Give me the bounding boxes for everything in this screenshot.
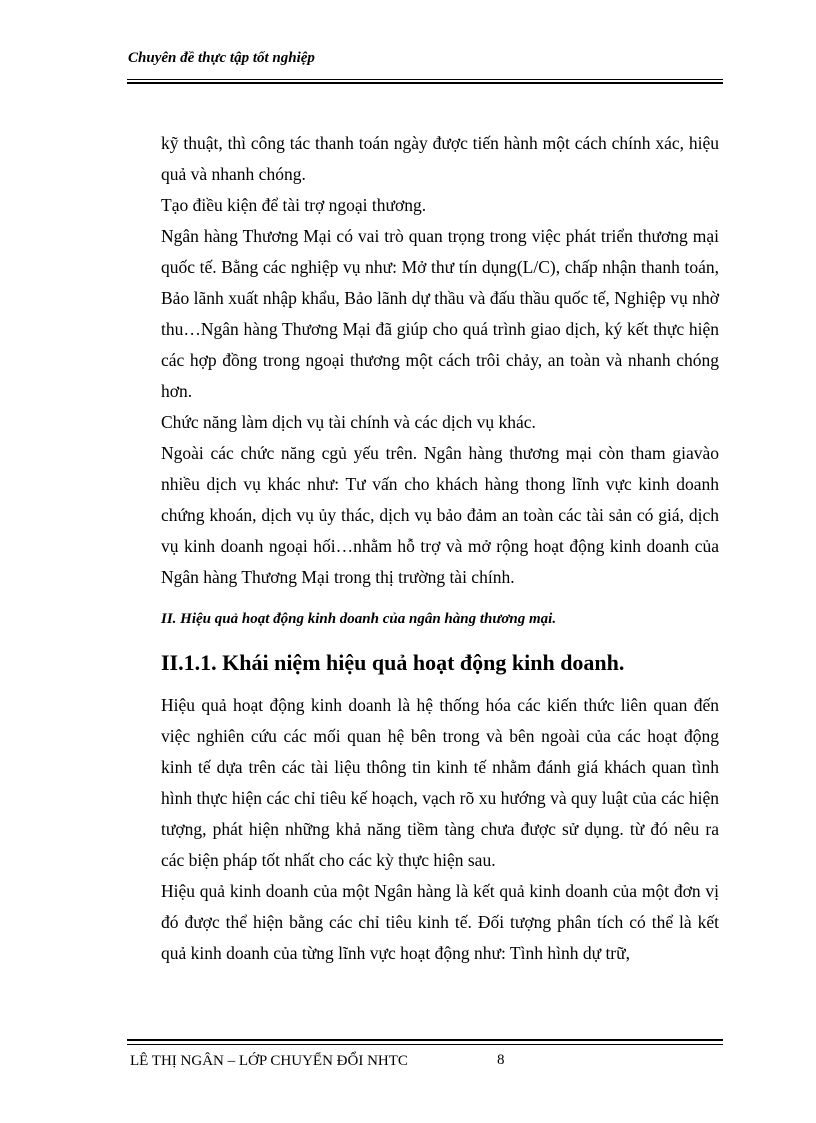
body-text-bottom bbox=[161, 690, 719, 969]
page-number: 8 bbox=[497, 1052, 505, 1068]
paragraph: Ngân hàng Thương Mại có vai trò quan trọng trong việc phát triển thương mại quốc tế. Bằng các nghiệp vụ như: Mở thư tín dụng(L/C), chấp nhận thanh toán, Bảo lãnh xuất nhập khẩu, Bảo lãnh dự thầu và đấu thầu quốc tế, Nghiệp vụ nhờ thu…Ngân hàng Thương Mại đã giúp cho quá trình giao dịch, ký kết thực hiện các hợp đồng trong ngoại thương một cách trôi chảy, an toàn và nhanh chóng hơn. bbox=[161, 226, 719, 401]
paragraph: kỹ thuật, thì công tác thanh toán ngày được tiến hành một cách chính xác, hiệu quả và nhanh chóng. bbox=[161, 133, 719, 184]
header-title: Chuyên đề thực tập tốt nghiệp bbox=[128, 50, 315, 66]
header-rule-thick bbox=[127, 82, 723, 84]
header-rule-thin bbox=[127, 79, 723, 80]
body-text-top bbox=[161, 128, 719, 593]
subsection-heading: II.1.1. Khái niệm hiệu quả hoạt động kinh doanh. bbox=[161, 650, 625, 675]
paragraph: Tạo điều kiện để tài trợ ngoại thương. bbox=[161, 195, 427, 215]
section-title: II. Hiệu quả hoạt động kinh doanh của ngân hàng thương mại. bbox=[161, 611, 557, 627]
paragraph: Ngoài các chức năng cgủ yếu trên. Ngân hàng thương mại còn tham giavào nhiều dịch vụ khác như: Tư vấn cho khách hàng thong lĩnh vực kinh doanh chứng khoán, dịch vụ ủy thác, dịch vụ bảo đảm an toàn các tài sản có giá, dịch vụ kinh doanh ngoại hối…nhằm hỗ trợ và mở rộng hoạt động kinh doanh của Ngân hàng Thương Mại trong thị trường tài chính. bbox=[161, 443, 719, 587]
footer-author: LÊ THỊ NGÂN – LỚP CHUYỂN ĐỔI NHTC bbox=[130, 1053, 408, 1069]
paragraph: Hiệu quả kinh doanh của một Ngân hàng là kết quả kinh doanh của một đơn vị đó được thể hiện bằng các chỉ tiêu kinh tế. Đối tượng phân tích có thể là kết quả kinh doanh của từng lĩnh vực hoạt động như: Tình hình dự trữ, bbox=[161, 881, 719, 963]
paragraph: Hiệu quả hoạt động kinh doanh là hệ thống hóa các kiến thức liên quan đến việc nghiên cứu các mối quan hệ bên trong và bên ngoài của các hoạt động kinh tế dựa trên các tài liệu thông tin kinh tế nhằm đánh giá khách quan tình hình thực hiện các chỉ tiêu kế hoạch, vạch rõ xu hướng và quy luật của các hiện tượng, phát hiện những khả năng tiềm tàng chưa được sử dụng. từ đó nêu ra các biện pháp tốt nhất cho các kỳ thực hiện sau. bbox=[161, 695, 719, 870]
footer-rule-thick bbox=[127, 1039, 723, 1041]
paragraph: Chức năng làm dịch vụ tài chính và các dịch vụ khác. bbox=[161, 412, 536, 432]
footer-rule-thin bbox=[127, 1044, 723, 1045]
